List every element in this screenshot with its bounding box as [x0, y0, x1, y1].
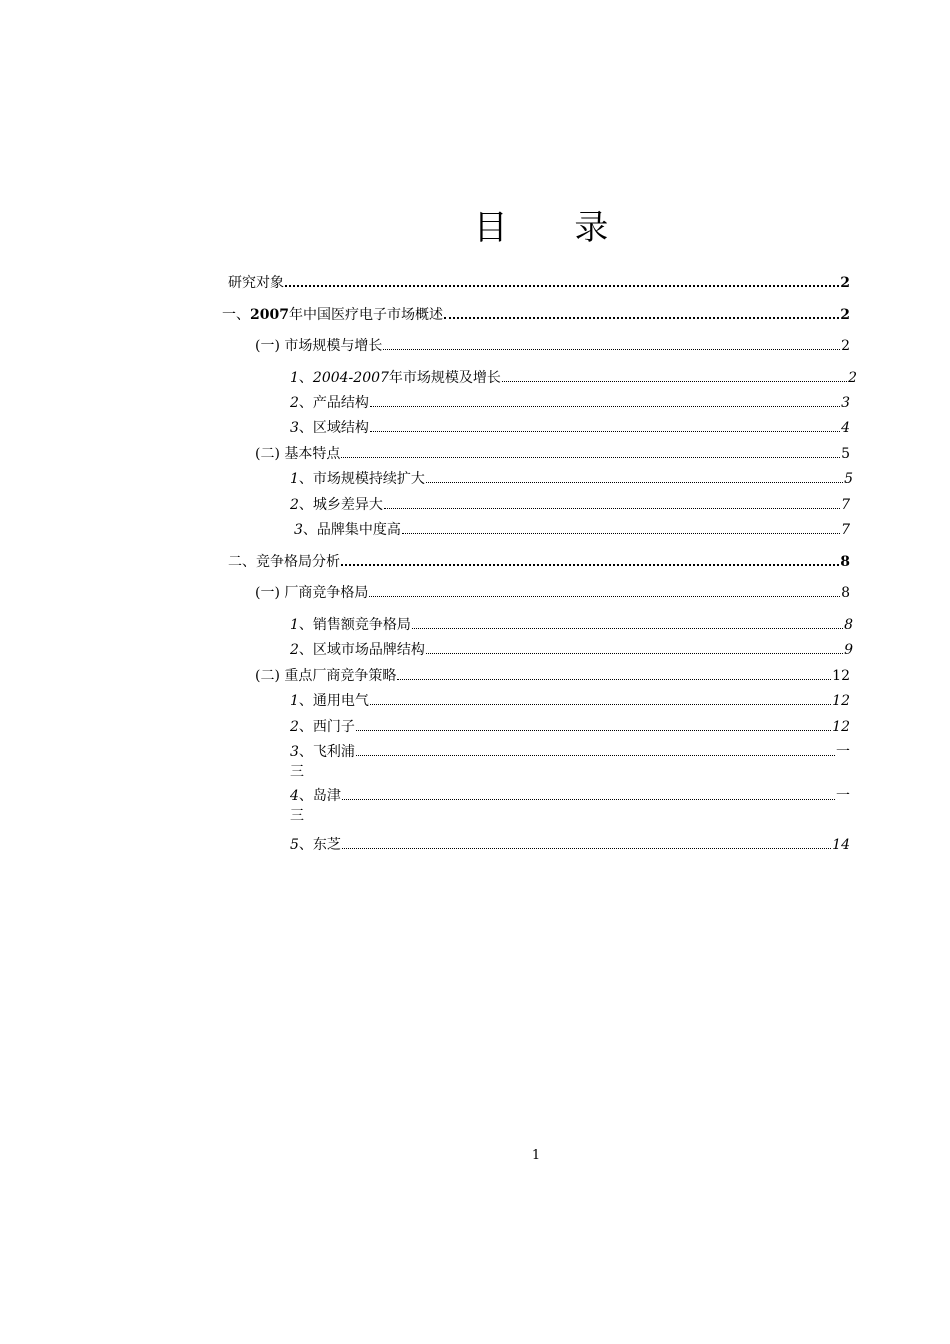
- toc-entry[interactable]: [290, 616, 853, 634]
- toc-entry-page: 2: [848, 370, 857, 386]
- toc-entry-page: 2: [841, 338, 850, 354]
- toc-entry[interactable]: [294, 521, 850, 539]
- toc-entry-label: 2、城乡差异大: [290, 497, 383, 513]
- toc-entry-label: 3、品牌集中度高: [294, 522, 401, 538]
- toc-entry-page: 5: [844, 471, 853, 487]
- toc-leader: [341, 457, 840, 458]
- toc-entry-page: 一: [836, 744, 850, 760]
- toc-entry[interactable]: [290, 394, 850, 412]
- toc-entry-label: (一) 厂商竞争格局: [255, 585, 369, 601]
- toc-leader: [342, 848, 831, 849]
- toc-entry-label: (一) 市场规模与增长: [255, 338, 383, 354]
- toc-entry-label: 1、销售额竞争格局: [290, 617, 411, 633]
- toc-entry-label: 2、产品结构: [290, 395, 369, 411]
- toc-leader: [341, 564, 839, 566]
- toc-entry-label: (二) 重点厂商竞争策略: [255, 668, 397, 684]
- toc-leader: [444, 317, 839, 319]
- toc-entry-page: 14: [832, 837, 850, 853]
- toc-entry[interactable]: [228, 553, 850, 571]
- toc-entry-page: 8: [841, 585, 850, 601]
- toc-entry-page: 4: [841, 420, 850, 436]
- toc-entry[interactable]: [290, 743, 850, 761]
- toc-leader: [384, 508, 840, 509]
- toc-entry-page: 8: [844, 617, 853, 633]
- toc-entry[interactable]: [255, 584, 850, 602]
- toc-entry-page: 2: [840, 307, 850, 323]
- footer-page-number: 1: [531, 1148, 541, 1163]
- toc-entry-label: 3、区域结构: [290, 420, 369, 436]
- toc-entry-label: 2、区域市场品牌结构: [290, 642, 425, 658]
- page-title: 目 录: [473, 208, 637, 248]
- toc-entry[interactable]: [290, 470, 853, 488]
- toc-entry-label: 二、竞争格局分析: [228, 554, 340, 570]
- toc-entry-page-wrap: 三: [290, 808, 304, 824]
- toc-entry[interactable]: [222, 306, 850, 324]
- toc-entry[interactable]: [255, 667, 850, 685]
- toc-entry-page: 12: [832, 693, 850, 709]
- toc-entry-page: 8: [840, 554, 850, 570]
- toc-leader: [285, 285, 839, 287]
- toc-entry[interactable]: [290, 641, 853, 659]
- toc-leader: [369, 596, 840, 597]
- toc-leader: [356, 755, 835, 756]
- toc-entry[interactable]: [290, 718, 850, 736]
- toc-entry-label: 1、2004-2007年市场规模及增长: [290, 370, 501, 386]
- toc-leader: [356, 730, 831, 731]
- toc-leader: [426, 482, 843, 483]
- toc-entry[interactable]: [255, 337, 850, 355]
- toc-leader: [412, 628, 843, 629]
- toc-entry-label: 1、通用电气: [290, 693, 369, 709]
- toc-entry[interactable]: [290, 692, 850, 710]
- toc-entry-page: 12: [832, 668, 850, 684]
- toc-leader: [397, 679, 831, 680]
- toc-entry-page: 3: [841, 395, 850, 411]
- toc-entry-label: 一、2007年中国医疗电子市场概述: [222, 307, 443, 323]
- toc-entry-label: 2、西门子: [290, 719, 355, 735]
- toc-leader: [370, 431, 840, 432]
- toc-entry-page: 2: [840, 275, 850, 291]
- toc-entry-label: 4、岛津: [290, 788, 341, 804]
- toc-entry[interactable]: [228, 274, 850, 292]
- toc-leader: [370, 704, 831, 705]
- toc-entry-page: 5: [841, 446, 850, 462]
- toc-leader: [502, 381, 847, 382]
- toc-entry[interactable]: [290, 836, 850, 854]
- toc-leader: [342, 799, 835, 800]
- toc-entry-page: 一: [836, 788, 850, 804]
- toc-entry[interactable]: [290, 369, 857, 387]
- toc-leader: [383, 349, 840, 350]
- toc-entry-page: 12: [832, 719, 850, 735]
- toc-entry-label: 研究对象: [228, 275, 284, 291]
- toc-entry[interactable]: [290, 419, 850, 437]
- toc-leader: [370, 406, 840, 407]
- toc-entry[interactable]: [255, 445, 850, 463]
- toc-entry-page: 7: [841, 522, 850, 538]
- toc-entry-label: 1、市场规模持续扩大: [290, 471, 425, 487]
- toc-entry-label: (二) 基本特点: [255, 446, 341, 462]
- toc-entry[interactable]: [290, 496, 850, 514]
- toc-entry-page: 7: [841, 497, 850, 513]
- toc-entry-label: 3、飞利浦: [290, 744, 355, 760]
- toc-leader: [426, 653, 843, 654]
- toc-entry[interactable]: [290, 787, 850, 805]
- toc-entry-label: 5、东芝: [290, 837, 341, 853]
- toc-leader: [402, 533, 840, 534]
- toc-entry-page-wrap: 三: [290, 764, 304, 780]
- toc-entry-page: 9: [844, 642, 853, 658]
